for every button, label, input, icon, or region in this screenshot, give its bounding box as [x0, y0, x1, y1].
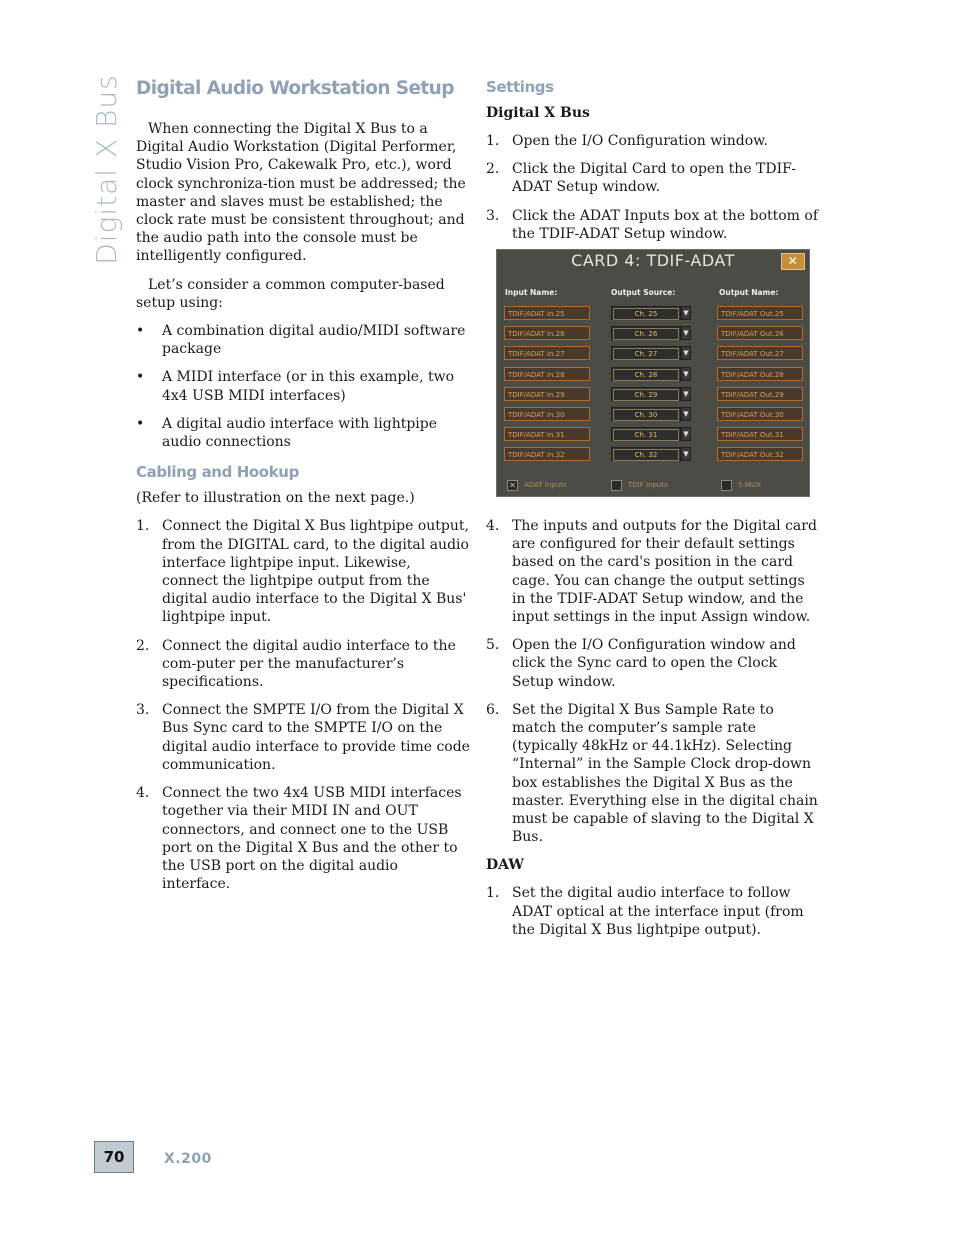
- settings-steps-continued: [486, 517, 820, 846]
- output-name-field[interactable]: TDIF/ADAT Out.28: [717, 367, 803, 381]
- output-name-field[interactable]: TDIF/ADAT Out.27: [717, 346, 803, 360]
- output-source-header: Output Source:: [611, 288, 676, 298]
- checkbox-icon: [611, 480, 622, 491]
- chevron-down-icon[interactable]: ▼: [681, 326, 691, 340]
- channel-row: [497, 346, 809, 362]
- input-name-field[interactable]: TDIF/ADAT In.28: [504, 367, 590, 381]
- input-name-field[interactable]: TDIF/ADAT In.25: [504, 306, 590, 320]
- output-source-value: Ch. 27: [613, 348, 679, 360]
- consider-paragraph: Let’s consider a common computer-based setup using:: [136, 276, 445, 311]
- close-icon[interactable]: ✕: [781, 253, 805, 270]
- output-name-field[interactable]: TDIF/ADAT Out.30: [717, 407, 803, 421]
- output-name-header: Output Name:: [719, 288, 779, 298]
- section-heading: Digital Audio Workstation Setup: [136, 78, 454, 99]
- output-source-dropdown[interactable]: [611, 427, 681, 441]
- settings-heading: Settings: [486, 78, 554, 96]
- dxb-heading: Digital X Bus: [486, 105, 590, 121]
- list-item: 1. Set the digital audio interface to follow ADAT optical at the interface input (from the Digital X Bus lightpipe output).: [486, 885, 804, 938]
- list-item: 4. The inputs and outputs for the Digital card are configured for their default settings based on the card's position in the card cage. You can change the output settings in the TDIF-ADAT Setup window, and the input settings in the input Assign window.: [486, 518, 817, 626]
- checkbox-icon: [721, 480, 732, 491]
- list-item: • A digital audio interface with lightpipe audio connections: [136, 415, 438, 451]
- output-source-value: Ch. 25: [613, 308, 679, 320]
- chevron-down-icon[interactable]: ▼: [681, 447, 691, 461]
- column-headers: [497, 272, 809, 298]
- output-source-dropdown[interactable]: [611, 306, 681, 320]
- chevron-down-icon[interactable]: ▼: [681, 427, 691, 441]
- refer-paragraph: (Refer to illustration on the next page.): [136, 490, 415, 507]
- intro-paragraph: When connecting the Digital X Bus to a Digital Audio Workstation (Digital Performer, Studio Vision Pro, Cakewalk Pro, etc.), word clock synchroniza-tion must be addressed; the master and slaves must be established; the clock rate must be consistent throughout; and the audio path into the console must be intelligently configured.: [136, 121, 466, 265]
- input-name-field[interactable]: TDIF/ADAT In.30: [504, 407, 590, 421]
- output-source-dropdown[interactable]: [611, 346, 681, 360]
- right-column: [486, 76, 820, 949]
- list-item: 5. Open the I/O Configuration window and click the Sync card to open the Clock Setup window.: [486, 637, 796, 690]
- output-name-field[interactable]: TDIF/ADAT Out.25: [717, 306, 803, 320]
- input-name-field[interactable]: TDIF/ADAT In.26: [504, 326, 590, 340]
- list-item: 1. Open the I/O Configuration window.: [486, 133, 768, 149]
- output-source-dropdown[interactable]: [611, 326, 681, 340]
- list-item: 1. Connect the Digital X Bus lightpipe output, from the DIGITAL card, to the digital audio interface lightpipe input. Likewise, connect the lightpipe output from the digital audio interface to the Digital X Bus' lightpipe input.: [136, 518, 469, 626]
- smux-checkbox[interactable]: S-MUX: [721, 476, 761, 494]
- list-item: 3. Connect the SMPTE I/O from the Digital X Bus Sync card to the SMPTE I/O on the digital audio interface to provide time code communication.: [136, 702, 470, 773]
- output-source-dropdown[interactable]: [611, 367, 681, 381]
- input-name-header: Input Name:: [505, 288, 558, 298]
- output-source-dropdown[interactable]: [611, 407, 681, 421]
- output-source-dropdown[interactable]: [611, 447, 681, 461]
- settings-steps: [486, 132, 820, 243]
- channel-row: [497, 427, 809, 443]
- output-source-value: Ch. 31: [613, 429, 679, 441]
- list-item: 4. Connect the two 4x4 USB MIDI interfaces together via their MIDI IN and OUT connectors, and connect one to the USB port on the Digital X Bus and the other to the USB port on the digital audio interface.: [136, 785, 462, 893]
- input-name-field[interactable]: TDIF/ADAT In.29: [504, 387, 590, 401]
- checkbox-checked-icon: ✕: [507, 480, 518, 491]
- cabling-heading: Cabling and Hookup: [136, 463, 299, 482]
- list-item: 2. Connect the digital audio interface to the com-puter per the manufacturer’s specifications.: [136, 637, 456, 691]
- window-title: CARD 4: TDIF-ADAT: [571, 250, 735, 270]
- channel-row: [497, 447, 809, 463]
- output-source-value: Ch. 30: [613, 409, 679, 421]
- channel-row: [497, 407, 809, 423]
- output-name-field[interactable]: TDIF/ADAT Out.31: [717, 427, 803, 441]
- list-item: 2. Click the Digital Card to open the TDIF-ADAT Setup window.: [486, 161, 796, 196]
- chevron-down-icon[interactable]: ▼: [681, 306, 691, 320]
- input-name-field[interactable]: TDIF/ADAT In.27: [504, 346, 590, 360]
- input-name-field[interactable]: TDIF/ADAT In.31: [504, 427, 590, 441]
- output-source-value: Ch. 28: [613, 369, 679, 381]
- list-item: 6. Set the Digital X Bus Sample Rate to match the computer’s sample rate (typically 48kHz or 44.1kHz). Selecting “Internal” in the Sample Clock drop-down box establishes the Digital X Bus as the master. Everything else in the digital chain must be capable of slaving to the Digital X Bus.: [486, 701, 818, 846]
- output-source-value: Ch. 32: [613, 449, 679, 461]
- daw-heading: DAW: [486, 857, 525, 874]
- chevron-down-icon[interactable]: ▼: [681, 367, 691, 381]
- output-source-value: Ch. 29: [613, 389, 679, 401]
- channel-row: [497, 387, 809, 403]
- chevron-down-icon[interactable]: ▼: [681, 407, 691, 421]
- window-titlebar: [497, 250, 809, 272]
- adat-inputs-checkbox[interactable]: ✕ ADAT Inputs: [507, 476, 567, 494]
- tdif-inputs-checkbox[interactable]: TDIF Inputs: [611, 476, 668, 494]
- list-item: • A MIDI interface (or in this example, two 4x4 USB MIDI interfaces): [136, 369, 455, 404]
- output-source-value: Ch. 26: [613, 328, 679, 340]
- daw-steps: [486, 884, 820, 939]
- channel-row: [497, 326, 809, 342]
- list-item: 3. Click the ADAT Inputs box at the bottom of the TDIF-ADAT Setup window.: [486, 207, 819, 242]
- list-item: • A combination digital audio/MIDI software package: [136, 323, 466, 358]
- output-source-dropdown[interactable]: [611, 387, 681, 401]
- side-tab: [82, 73, 130, 265]
- tdif-adat-window: [496, 249, 810, 497]
- output-name-field[interactable]: TDIF/ADAT Out.29: [717, 387, 803, 401]
- bullet-icon: •: [136, 415, 145, 432]
- chevron-down-icon[interactable]: ▼: [681, 387, 691, 401]
- input-name-field[interactable]: TDIF/ADAT In.32: [504, 447, 590, 461]
- channel-row: [497, 367, 809, 383]
- left-column: [136, 76, 470, 903]
- model-name: X.200: [164, 1151, 212, 1167]
- side-tab-label: Digital X Bus: [89, 73, 123, 265]
- chevron-down-icon[interactable]: ▼: [681, 346, 691, 360]
- page-number: 70: [94, 1141, 134, 1173]
- cabling-steps: [136, 517, 470, 893]
- channel-row: [497, 306, 809, 322]
- bullet-list: [136, 322, 470, 451]
- output-name-field[interactable]: TDIF/ADAT Out.26: [717, 326, 803, 340]
- bullet-icon: •: [136, 323, 145, 340]
- output-name-field[interactable]: TDIF/ADAT Out.32: [717, 447, 803, 461]
- bullet-icon: •: [136, 369, 145, 386]
